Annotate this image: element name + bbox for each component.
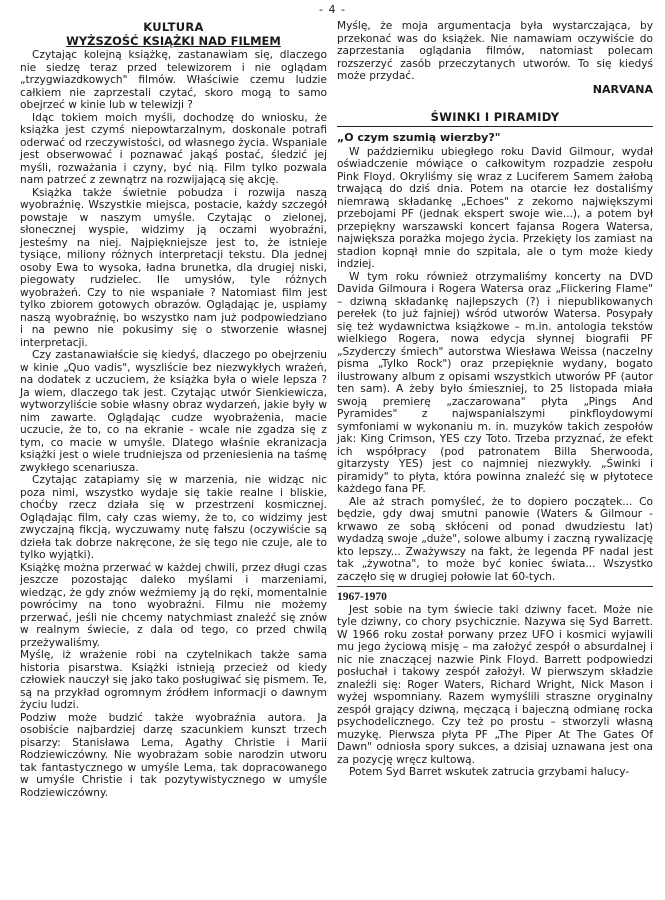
paragraph: Potem Syd Barret wskutek zatrucia grzybami halucy- — [349, 766, 630, 778]
section-subheading: 1967-1970 — [337, 591, 387, 603]
paragraph: Myślę, iż wrażenie robi na czytelnikach także sama historia pisarstwa. Książki istnieją przecież od kiedy człowiek nauczył się jako tako posługiwać się pismem. Te, są na przykład ogromnym źródłem informacji o dawnym życiu ludzi. — [20, 649, 327, 711]
paragraph: W tym roku również otrzymaliśmy koncerty na DVD Davida Gilmoura i Rogera Watersa oraz „Flickering Flame" – dziwną składankę najlepszych (?) i niepublikowanych perełek (to już fajniej) wśród utworów Watersa. Posypały się też wydawnictwa książkowe – m.in. antologia tekstów wielkiego Rogera, nowa edycja słynnej biografii PF „Szyderczy śmiech" autorstwa Wiesława Weissa (naczelny pisma „Tylko Rock") oraz przepięknie wydany, bogato ilustrowany album z opisami wszystkich utworów PF (autor ten sam). A żeby było śmieszniej, to 25 listopada miała swoją premierę „zaczarowana" płyta „Pings And Pyramides" z najwspanialszymi pinkfloydowymi symfoniami w wykonaniu m. in. muzyków takich zespołów jak: King Crimson, YES czy Toto. Trzeba przyznać, że efekt ich współpracy (pod patronatem Billa Sherwooda, gitarzysty YES) jest co najmniej niezwykły. „Świnki i piramidy" to płyta, która powinna znaleźć się w płytotece każdego fana PF. — [337, 270, 653, 495]
paragraph: Jest sobie na tym świecie taki dziwny facet. Może nie tyle dziwny, co chory psychicznie. Nazywa się Syd Barrett. W 1966 roku został porwany przez UFO i kosmici wyjawili mu jego życiową misję – ma założyć zespół o absurdalnej i nic nie znaczącej nazwie Pink Floyd. Barrett podpowiedzi posłuchał i takowy zespół założył. W pierwszym składzie znaleźli się: Roger Waters, Richard Wright, Nick Mason i wyżej wspomniany. Razem wymyślili straszne oryginalny zespół grający dziwną, męczącą i bajeczną odmianę rocka psychodelicznego. Czy też po prostu – stworzyli własną muzykę. Pierwsza płyta PF „The Piper At The Gates Of Dawn" odniosła spory sukces, a dzisiaj uznawana jest ona za pozycję wręcz kultową. — [337, 603, 653, 766]
title-divider — [337, 126, 653, 127]
article-continuation: Myślę, że moja argumentacja była wystarczająca, by przekonać was do książek. Nie namawiam oczywiście do zaprzestania oglądania filmów, natomiast polecam rozszerzyć zasób przeczytanych utworów. To się kiedyś może przydać. — [337, 20, 653, 82]
paragraph: Czytając kolejną książkę, zastanawiam się, dlaczego nie siedzę teraz przed telewizorem i nie oglądam „trzygwiazdkowych" filmów. Właściwie czemu ludzie całkiem nie zaprzestali czytać, skoro mogą to samo obejrzeć w kinie lub w telewizji ? — [20, 49, 327, 111]
left-column — [20, 20, 327, 799]
article-title: WYŻSZOŚĆ KSIĄŻKI NAD FILMEM — [66, 34, 281, 48]
paragraph: Czy zastanawiałście się kiedyś, dlaczego po obejrzeniu w kinie „Quo vadis", wyszliście bez niezwykłych wrażeń, na dodatek z uczuciem, że książka była o wiele lepsza ? Ja wiem, dlaczego tak jest. Czytając utwór Sienkiewicza, wytworzyliście sobie własny obraz wydarzeń, jakie były w nim zawarte. Oglądając cudze wyobrażenia, macie uczucie, że to, co na ekranie - wcale nie zgadza się z tym, co macie w umyśle. Dlatego właśnie ekranizacja książki jest o wiele trudniejsza od przeniesienia na taśmę zwykłego scenariusza. — [20, 349, 327, 474]
spacer — [337, 96, 653, 110]
paragraph: Książka także świetnie pobudza i rozwija naszą wyobraźnię. Wszystkie miejsca, postacie, każdy szczegół powstaje w naszym umyśle. Czytając o zielonej, słonecznej wyspie, widzimy ją oczami wyobraźni, jesteśmy na niej. Najpiękniejsze jest to, że istnieje tysiące, miliony różnych interpretacji tekstu. Dla jednej osoby Ewa to wysoka, ładna brunetka, dla drugiej niski, piegowaty rudzielec. Ile umysłów, tyle różnych wyobrażeń. Czy to nie wspaniałe ? Natomiast film jest tylko zbiorem gotowych obrazów. Oglądając je, uspiamy naszą wyobraźnię, bo wszystko nam już podpowiedziano i na pewno nie pokusimy się o stworzenie własnej interpretacji. — [20, 186, 327, 349]
article-title: ŚWINKI I PIRAMIDY — [430, 110, 560, 124]
author-signature: NARVANA — [592, 82, 653, 96]
page-number: - 4 - — [319, 3, 346, 16]
section-divider — [337, 586, 653, 587]
paragraph: Ale aż strach pomyśleć, że to dopiero początek... Co będzie, gdy dwaj smutni panowie (Waters & Gilmour - krwawo ze sobą skłóceni od ponad dwudziestu lat) wydadzą swoje „duże", solowe albumy i zaczną rywalizację kto lepszy... Zważywszy na fakt, że legenda PF nadal jest tak „żywotna", to może być koniec świata... Wszystko zaczęło się w drugiej połowie lat 60-tych. — [337, 495, 653, 583]
paragraph: Czytając zatapiamy się w marzenia, nie widząc nic poza nimi, wszystko wydaje się takie realne i bliskie, choćby rzecz działa się w przestrzeni kosmicznej. Oglądając film, cały czas wiemy, że to, co widzimy jest zwyczajną fikcją, wyczuwamy nutę fałszu (oczywiście są dzieła tak dobrze nakręcone, że się tego nie czuje, ale to tylko wyjątki). — [20, 474, 327, 561]
paragraph: Podziw może budzić także wyobraźnia autora. Ja osobiście najbardziej darzę szacunkiem kunszt trzech pisarzy: Stanisława Lema, Agathy Christie i Marii Rodziewiczówny. Nie wyobrażam sobie narodzin utworu tak fantastycznego w umyśle Lema, tak dopracowanego w umyśle Christie i tak pozytywistycznego w umyśle Rodziewiczówny. — [20, 711, 327, 799]
section-heading: KULTURA — [143, 20, 204, 34]
right-column — [337, 20, 653, 779]
paragraph: W październiku ubiegłego roku David Gilmour, wydał oświadczenie mówiące o całkowitym rozpadzie zespołu Pink Floyd. Okryliśmy się wraz z Luciferem Samem żałobą trwającą do dziś dnia. Potem na otarcie łez dostaliśmy niemrawą składankę „Echoes" z zekomo największymi przebojami PF (jednak ekspert swoje wie...), a potem był przepiękny warszawski koncert fajansa Rogera Watersa, największa porażka mojego życia. Przekięty los zamiast na stadion kopnął mnie do szpitala, ale o tym może kiedy indziej. — [337, 145, 653, 270]
paragraph: Idąc tokiem moich myśli, dochodzę do wniosku, że książka jest czymś niepowtarzalnym, doskonale potrafi oderwać od rzeczywistości, od własnego życia. Wspaniale jest obserwować i poznawać jakąś postać, śledzić jej myśli, rozważania i czyny, być nią. Film tylko pozwala nam patrzeć z zewnątrz na rozwijającą się akcję. — [20, 111, 327, 186]
paragraph: Książkę można przerwać w każdej chwili, przez długi czas jeszcze pozostając daleko myślami i marzeniami, wiedząc, że gdy znów weźmiemy ją do ręki, momentalnie powrócimy na tono wyobraźni. Filmu nie możemy przerwać, jeśli nie chcemy natychmiast znaleźć się znów w realnym świecie, z dala od tego, co przed chwilą przeżywaliśmy. — [20, 561, 327, 649]
article-subtitle: „O czym szumią wierzby?" — [337, 131, 501, 144]
